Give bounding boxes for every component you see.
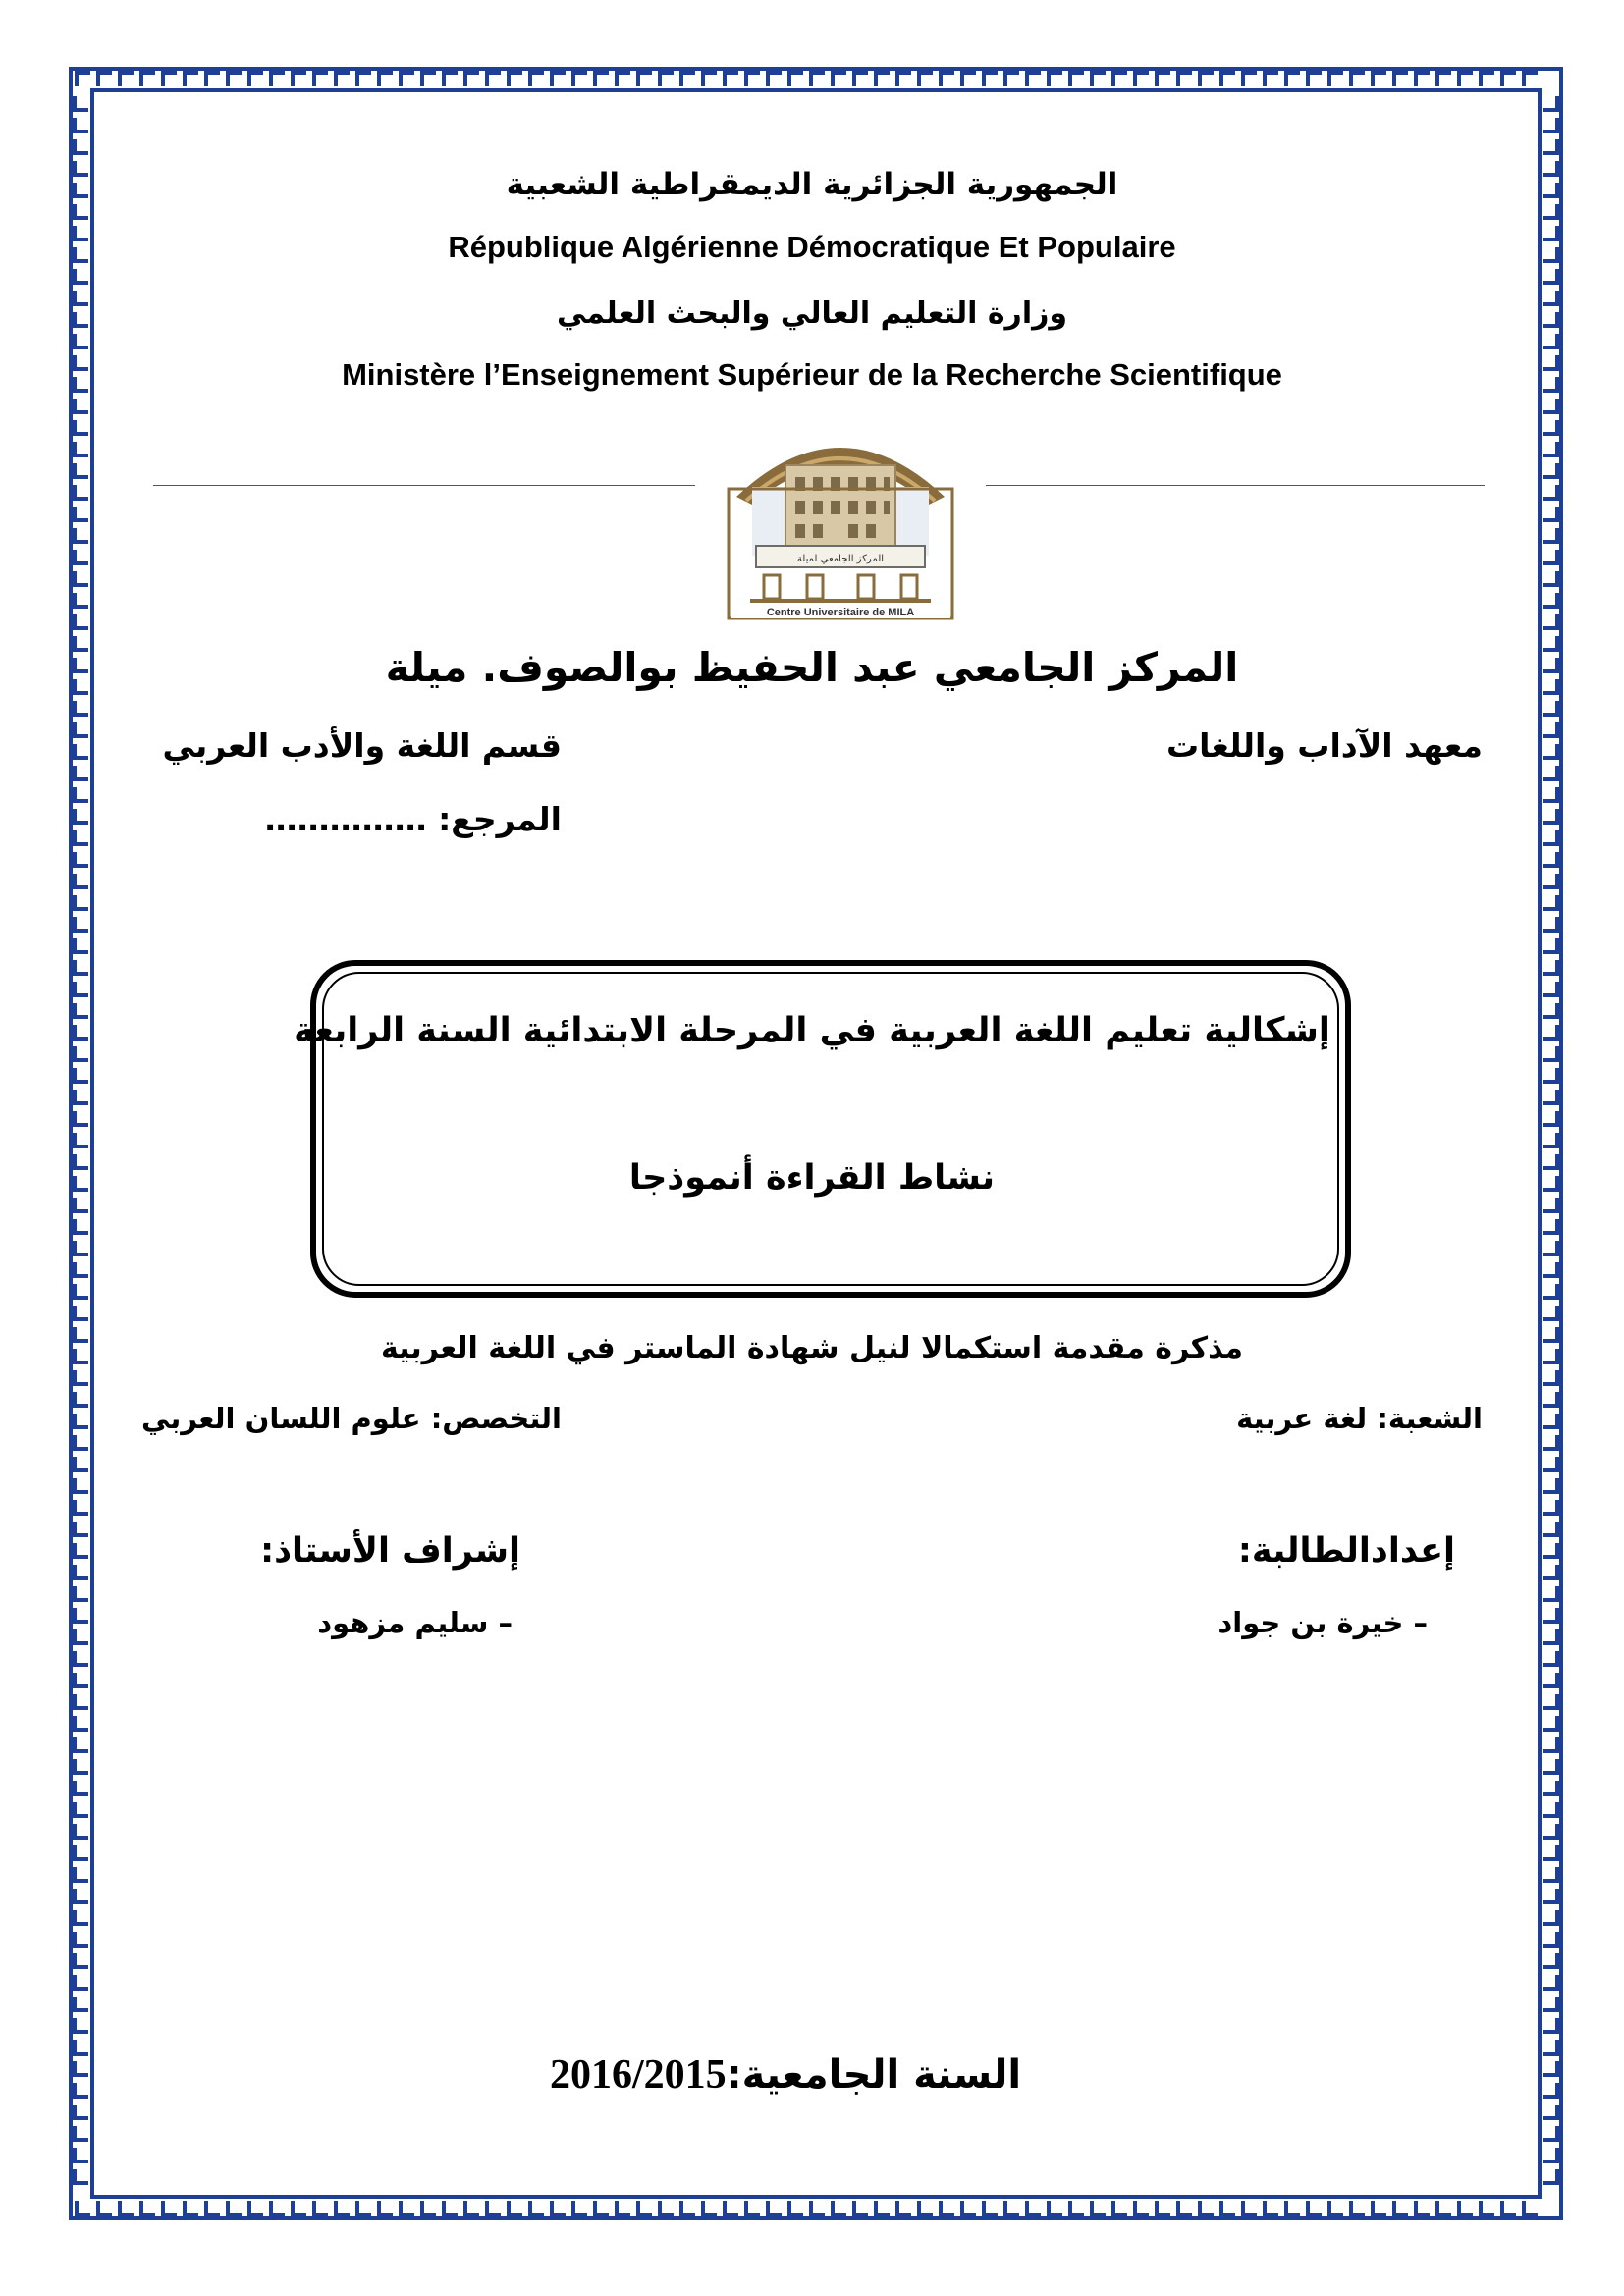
logo-sign-text: المركز الجامعي لميلة — [796, 554, 885, 564]
academic-year-value: 2016/2015 — [550, 2053, 727, 2098]
student-label: إعدادالطالبة: — [1237, 1531, 1455, 1571]
logo-caption: Centre Universitaire de MILA — [766, 607, 915, 618]
thesis-title-line2: نشاط القراءة أنموذجا — [628, 1158, 996, 1198]
academic-year-label: السنة الجامعية: — [726, 2053, 1022, 2098]
institute-name: معهد الآداب واللغات — [1165, 726, 1483, 765]
left-separator — [153, 485, 695, 486]
university-name: المركز الجامعي عبد الحفيظ بوالصوف. ميلة — [385, 644, 1239, 691]
thesis-title-line1: إشكالية تعليم اللغة العربية في المرحلة الابتدائية السنة الرابعة — [294, 1011, 1330, 1050]
branch-field: الشعبة: لغة عربية — [1236, 1402, 1483, 1435]
right-separator — [986, 485, 1485, 486]
student-name: – خيرة بن جواد — [1218, 1606, 1428, 1639]
specialty-field: التخصص: علوم اللسان العربي — [141, 1402, 562, 1435]
republic-french: République Algérienne Démocratique Et Populaire — [448, 230, 1176, 264]
academic-year — [550, 2052, 1021, 2099]
ministry-arabic: وزارة التعليم العالي والبحث العلمي — [556, 296, 1068, 331]
university-logo — [727, 428, 954, 620]
reference-field: المرجع: …………… — [264, 800, 562, 838]
supervisor-name: – سليم مزهود — [317, 1606, 513, 1639]
republic-arabic: الجمهورية الجزائرية الديمقراطية الشعبية — [506, 167, 1118, 202]
thesis-subtitle: مذكرة مقدمة استكمالا لنيل شهادة الماستر في اللغة العربية — [380, 1331, 1244, 1365]
ministry-french: Ministère l’Enseignement Supérieur de la Recherche Scientifique — [342, 357, 1282, 392]
department-name: قسم اللغة والأدب العربي — [162, 726, 562, 765]
supervisor-label: إشراف الأستاذ: — [260, 1531, 520, 1571]
